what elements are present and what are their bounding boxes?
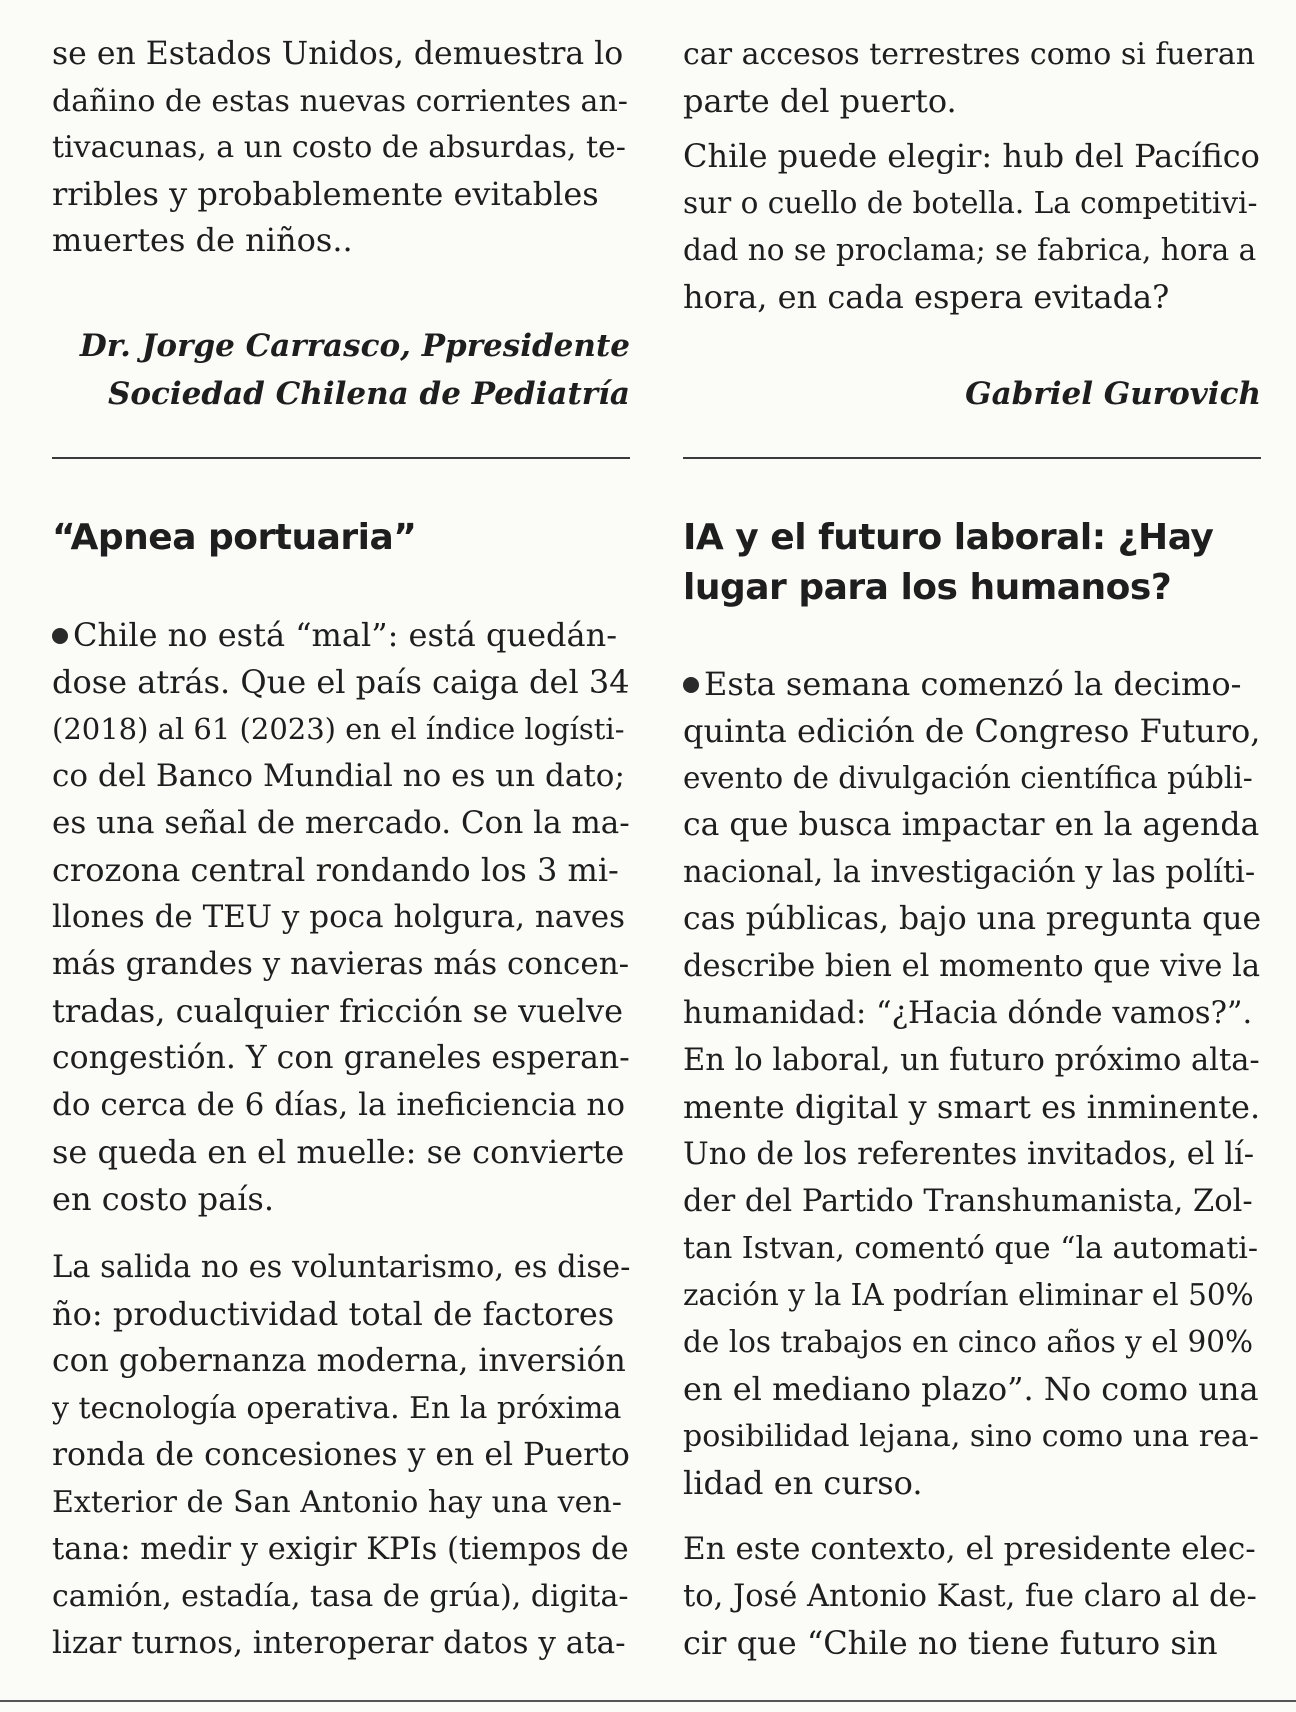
text-line: es una señal de mercado. Con la ma- bbox=[52, 805, 630, 841]
signature-line: Dr. Jorge Carrasco, Ppresidente bbox=[79, 328, 630, 364]
bullet-icon bbox=[52, 628, 68, 644]
signature-line: Gabriel Gurovich bbox=[965, 376, 1261, 412]
text-line: congestión. Y con graneles esperan- bbox=[52, 1040, 630, 1076]
text-line: ca que busca impactar en la agenda bbox=[683, 807, 1260, 843]
text-line: dad no se proclama; se fabrica, hora a bbox=[683, 233, 1257, 267]
text-line: (2018) al 61 (2023) en el índice logísti- bbox=[52, 712, 625, 746]
text-line: En este contexto, el presidente elec- bbox=[683, 1531, 1256, 1567]
text-line: car accesos terrestres como si fueran bbox=[683, 37, 1256, 72]
section-divider bbox=[683, 457, 1261, 459]
text-line: cas públicas, bajo una pregunta que bbox=[683, 901, 1261, 937]
text-line: lidad en curso. bbox=[683, 1464, 923, 1502]
text-line: ronda de concesiones y en el Puerto bbox=[52, 1437, 630, 1473]
text-line: sur o cuello de botella. La competitivi- bbox=[683, 186, 1258, 220]
page-bottom-border bbox=[0, 1700, 1296, 1702]
text-line: La salida no es voluntarismo, es dise- bbox=[52, 1250, 630, 1285]
text-line: más grandes y navieras más concen- bbox=[52, 946, 630, 982]
text-line bbox=[683, 661, 1261, 708]
text-line: muertes de niños.. bbox=[52, 221, 353, 259]
text-line: con gobernanza moderna, inversión bbox=[52, 1343, 626, 1379]
text-line: do cerca de 6 días, la ineficiencia no bbox=[52, 1087, 626, 1123]
text-line: to, José Antonio Kast, fue claro al de- bbox=[683, 1579, 1257, 1614]
bullet-icon bbox=[683, 677, 699, 693]
text-line: de los trabajos en cinco años y el 90% bbox=[683, 1325, 1254, 1359]
text-line: llones de TEU y poca holgura, naves bbox=[52, 899, 626, 935]
text-line: tradas, cualquier fricción se vuelve bbox=[52, 992, 624, 1030]
text-line-content: Esta semana comenzó la decimo- bbox=[704, 665, 1242, 703]
text-line: y tecnología operativa. En la próxima bbox=[52, 1391, 622, 1426]
text-line: tana: medir y exigir KPIs (tiempos de bbox=[52, 1532, 629, 1567]
text-line: camión, estadía, tasa de grúa), digita- bbox=[52, 1579, 629, 1614]
text-line: parte del puerto. bbox=[683, 82, 957, 120]
signature-line: Sociedad Chilena de Pediatría bbox=[107, 376, 630, 412]
text-line: Uno de los referentes invitados, el lí- bbox=[683, 1137, 1255, 1172]
text-line: en costo país. bbox=[52, 1180, 275, 1218]
text-line: crozona central rondando los 3 mi- bbox=[52, 851, 619, 889]
text-line: tivacunas, a un costo de absurdas, te- bbox=[52, 130, 626, 165]
article-headline: “Apnea portuaria” bbox=[52, 517, 417, 558]
text-line: lizar turnos, interoperar datos y ata- bbox=[52, 1625, 626, 1661]
text-line: rribles y probablemente evitables bbox=[52, 175, 599, 213]
text-line: se queda en el muelle: se convierte bbox=[52, 1133, 625, 1171]
text-line: zación y la IA podrían eliminar el 50% bbox=[683, 1278, 1254, 1312]
text-line: nacional, la investigación y las políti- bbox=[683, 855, 1256, 890]
text-line: posibilidad lejana, sino como una rea- bbox=[683, 1419, 1259, 1454]
text-line: dañino de estas nuevas corrientes an- bbox=[52, 84, 628, 119]
text-line: humanidad: “¿Hacia dónde vamos?”. bbox=[683, 996, 1253, 1031]
text-line: mente digital y smart es inminente. bbox=[683, 1088, 1261, 1126]
text-line: en el mediano plazo”. No como una bbox=[683, 1370, 1259, 1408]
text-line: tan Istvan, comentó que “la automati- bbox=[683, 1231, 1258, 1266]
text-line: se en Estados Unidos, demuestra lo bbox=[52, 36, 624, 72]
text-line: Exterior de San Antonio hay una ven- bbox=[52, 1485, 622, 1520]
text-line: Chile puede elegir: hub del Pacífico bbox=[683, 137, 1260, 175]
article-headline: lugar para los humanos? bbox=[683, 567, 1172, 608]
text-line-content: Chile no está “mal”: está quedán- bbox=[73, 616, 617, 654]
text-line: quinta edición de Congreso Futuro, bbox=[683, 712, 1261, 750]
text-line: ño: productividad total de factores bbox=[52, 1295, 615, 1333]
text-line: cir que “Chile no tiene futuro sin bbox=[683, 1624, 1218, 1662]
text-line: dose atrás. Que el país caiga del 34 bbox=[52, 663, 630, 701]
text-line: co del Banco Mundial no es un dato; bbox=[52, 758, 625, 794]
section-divider bbox=[52, 457, 630, 459]
text-line: evento de divulgación científica públi- bbox=[683, 761, 1253, 795]
text-line bbox=[52, 612, 630, 659]
text-line: der del Partido Transhumanista, Zol- bbox=[683, 1184, 1253, 1219]
text-line: describe bien el momento que vive la bbox=[683, 949, 1261, 984]
article-headline: IA y el futuro laboral: ¿Hay bbox=[683, 517, 1214, 558]
text-line: En lo laboral, un futuro próximo alta- bbox=[683, 1043, 1260, 1078]
text-line: hora, en cada espera evitada? bbox=[683, 278, 1170, 316]
